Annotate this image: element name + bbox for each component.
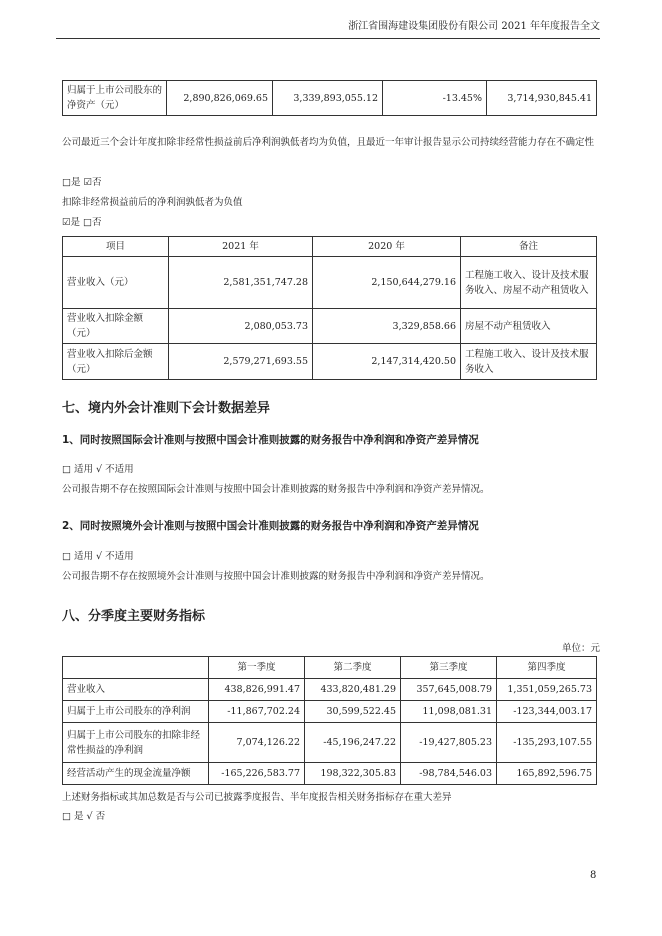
page-header (56, 18, 600, 39)
rev-header-2021: 2021 年 (169, 237, 313, 257)
rev-header-2020: 2020 年 (313, 237, 461, 257)
section-7-1-title: 1、同时按照国际会计准则与按照中国会计准则披露的财务报告中净利润和净资产差异情况 (62, 434, 479, 446)
revenue-deduction-table (62, 236, 597, 380)
section-8-title: 八、分季度主要财务指标 (62, 609, 206, 624)
quarter-row-q2: 433,820,481.29 (305, 679, 401, 701)
rev-row-label: 营业收入扣除金额（元） (63, 309, 169, 344)
rev-row-label: 营业收入（元） (63, 257, 169, 309)
quarter-row-label: 归属于上市公司股东的净利润 (63, 701, 209, 723)
net-profit-negative-check: ☑是 □否 (62, 217, 102, 228)
net-assets-table (62, 80, 597, 116)
section-7-1-check: □ 适用 √ 不适用 (62, 464, 134, 475)
header-title: 浙江省围海建设集团股份有限公司 2021 年年度报告全文 (348, 21, 600, 32)
section-7-2-text: 公司报告期不存在按照境外会计准则与按照中国会计准则披露的财务报告中净利润和净资产差异情况。 (62, 571, 490, 582)
quarter-row-q2: 198,322,305.83 (305, 763, 401, 785)
quarter-row-q2: -45,196,247.22 (305, 723, 401, 763)
quarter-row-q1: -11,867,702.24 (209, 701, 305, 723)
quarter-row-q4: -135,293,107.55 (497, 723, 597, 763)
quarter-row-q2: 30,599,522.45 (305, 701, 401, 723)
net-assets-value-4: 3,714,930,845.41 (487, 81, 597, 116)
rev-row-2020: 2,150,644,279.16 (313, 257, 461, 309)
net-assets-value-2: 3,339,893,055.12 (273, 81, 383, 116)
rev-row-2020: 3,329,858.66 (313, 309, 461, 344)
quarter-row-q4: 165,892,596.75 (497, 763, 597, 785)
net-assets-change: -13.45% (383, 81, 487, 116)
table-row (63, 701, 597, 723)
rev-row-note: 工程施工收入、设计及技术服务收入、房屋不动产租赁收入 (461, 257, 597, 309)
quarter-header-q4: 第四季度 (497, 657, 597, 679)
rev-header-item: 项目 (63, 237, 169, 257)
discrepancy-note: 上述财务指标或其加总数是否与公司已披露季度报告、半年度报告相关财务指标存在重大差异 (62, 792, 452, 803)
section-7-2-check: □ 适用 √ 不适用 (62, 551, 134, 562)
unit-label: 单位：元 (561, 643, 600, 654)
table-row (63, 763, 597, 785)
table-row (63, 344, 597, 380)
going-concern-paragraph: 公司最近三个会计年度扣除非经常性损益前后净利润孰低者均为负值，且最近一年审计报告显示公司持续经营能力存在不确定性 (62, 137, 595, 148)
quarter-row-q3: 357,645,008.79 (401, 679, 497, 701)
net-assets-label: 归属于上市公司股东的净资产（元） (63, 81, 167, 116)
discrepancy-check: □ 是 √ 否 (62, 811, 106, 822)
quarter-header-q2: 第二季度 (305, 657, 401, 679)
quarter-row-q4: 1,351,059,265.73 (497, 679, 597, 701)
quarter-header-q1: 第一季度 (209, 657, 305, 679)
quarter-row-q3: -19,427,805.23 (401, 723, 497, 763)
quarterly-table (62, 656, 597, 785)
quarter-row-q1: 438,826,991.47 (209, 679, 305, 701)
quarter-row-q1: -165,226,583.77 (209, 763, 305, 785)
quarter-row-q1: 7,074,126.22 (209, 723, 305, 763)
page-number: 8 (590, 870, 597, 881)
rev-header-note: 备注 (461, 237, 597, 257)
quarter-row-label: 归属于上市公司股东的扣除非经常性损益的净利润 (63, 723, 209, 763)
section-7-title: 七、境内外会计准则下会计数据差异 (62, 401, 271, 416)
table-row (63, 257, 597, 309)
net-profit-negative-text: 扣除非经常损益前后的净利润孰低者为负值 (62, 197, 243, 208)
rev-row-2021: 2,579,271,693.55 (169, 344, 313, 380)
quarter-row-label: 经营活动产生的现金流量净额 (63, 763, 209, 785)
table-row (63, 309, 597, 344)
quarter-row-label: 营业收入 (63, 679, 209, 701)
quarter-row-q4: -123,344,003.17 (497, 701, 597, 723)
rev-row-2021: 2,080,053.73 (169, 309, 313, 344)
quarter-row-q3: 11,098,081.31 (401, 701, 497, 723)
section-7-1-text: 公司报告期不存在按照国际会计准则与按照中国会计准则披露的财务报告中净利润和净资产差异情况。 (62, 484, 490, 495)
table-row (63, 679, 597, 701)
rev-row-2021: 2,581,351,747.28 (169, 257, 313, 309)
quarter-row-q3: -98,784,546.03 (401, 763, 497, 785)
rev-row-note: 房屋不动产租赁收入 (461, 309, 597, 344)
quarter-header-q3: 第三季度 (401, 657, 497, 679)
quarter-header-blank (63, 657, 209, 679)
net-assets-value-1: 2,890,826,069.65 (167, 81, 273, 116)
rev-row-note: 工程施工收入、设计及技术服务收入 (461, 344, 597, 380)
going-concern-check: □是 ☑否 (62, 177, 102, 188)
rev-row-label: 营业收入扣除后金额（元） (63, 344, 169, 380)
rev-row-2020: 2,147,314,420.50 (313, 344, 461, 380)
section-7-2-title: 2、同时按照境外会计准则与按照中国会计准则披露的财务报告中净利润和净资产差异情况 (62, 520, 479, 532)
table-row (63, 723, 597, 763)
